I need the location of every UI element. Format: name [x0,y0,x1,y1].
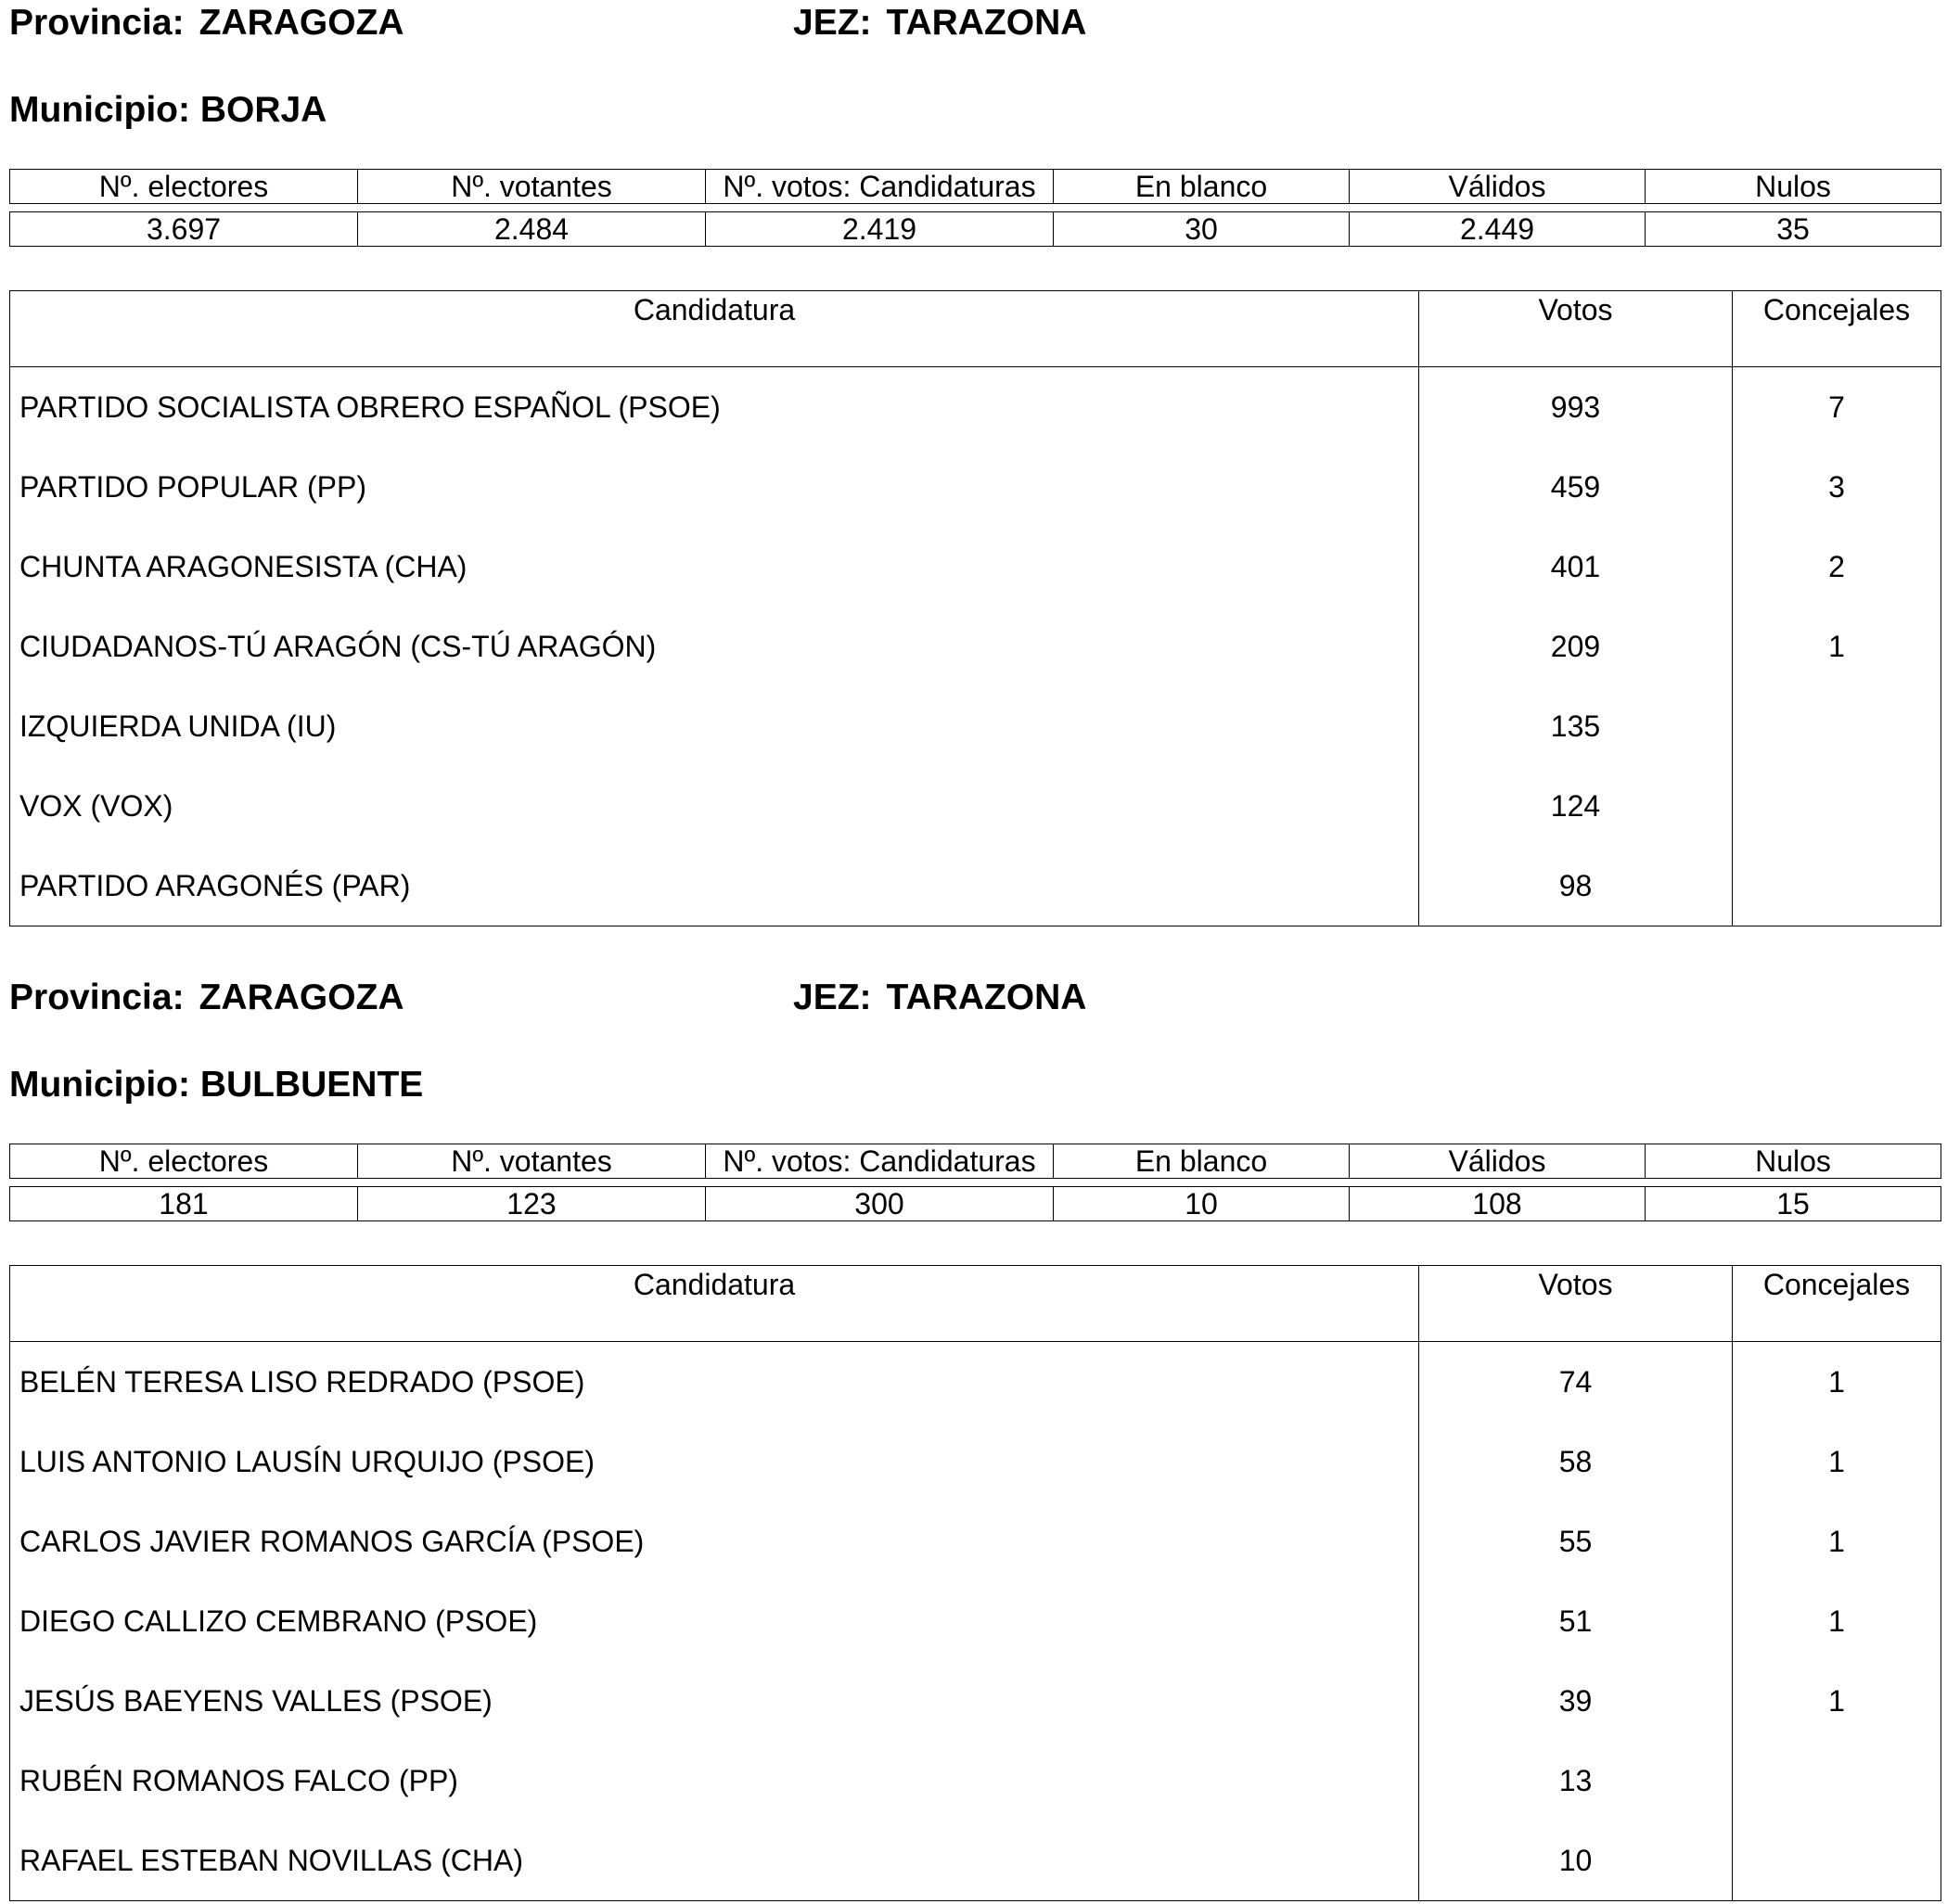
candidate-votos: 98 [1419,846,1733,926]
candidate-concejales: 3 [1733,447,1941,527]
municipio-heading: Municipio: BULBUENTE [9,1065,424,1105]
table-row [10,1501,1941,1581]
candidate-votos: 74 [1419,1342,1733,1423]
table-row [10,846,1941,926]
stats-value-cell: 108 [1350,1187,1646,1221]
stats-header-cell: En blanco [1054,1144,1350,1179]
candidate-votos: 51 [1419,1581,1733,1661]
stats-value-cell: 2.484 [358,212,706,247]
stats-header-cell: Válidos [1350,1144,1646,1179]
stats-header-cell: Nº. votantes [358,1144,706,1179]
stats-value-cell: 181 [10,1187,358,1221]
table-row [10,1422,1941,1501]
candidates-table [9,290,1941,926]
votos-header: Votos [1419,1266,1733,1342]
municipio-value: BORJA [199,90,327,130]
candidate-votos: 58 [1419,1422,1733,1501]
candidate-concejales: 1 [1733,1342,1941,1423]
candidatura-header: Candidatura [10,1266,1419,1342]
candidate-name: JESÚS BAEYENS VALLES (PSOE) [10,1661,1419,1741]
concejales-header: Concejales [1733,1266,1941,1342]
candidate-concejales [1733,846,1941,926]
provincia-heading: Provincia: ZARAGOZA [9,3,404,43]
candidate-concejales: 1 [1733,1501,1941,1581]
header-line [9,0,1308,46]
votos-header: Votos [1419,291,1733,367]
candidates-header-row [10,291,1941,367]
table-row [10,527,1941,607]
candidate-votos: 993 [1419,367,1733,448]
stats-value-cell: 35 [1646,212,1941,247]
candidate-concejales: 2 [1733,527,1941,607]
candidate-votos: 13 [1419,1741,1733,1821]
candidate-name: CIUDADANOS-TÚ ARAGÓN (CS-TÚ ARAGÓN) [10,607,1419,686]
stats-value-cell: 3.697 [10,212,358,247]
stats-table [9,1144,1941,1221]
provincia-value: ZARAGOZA [199,978,404,1017]
table-row [10,607,1941,686]
candidate-votos: 39 [1419,1661,1733,1741]
table-row [10,1661,1941,1741]
municipio-value: BULBUENTE [199,1065,424,1105]
stats-header-cell: Nulos [1646,1144,1941,1179]
provincia-heading: Provincia: ZARAGOZA [9,978,404,1017]
candidate-concejales [1733,766,1941,846]
jez-heading: JEZ: TARAZONA [793,3,1087,43]
stats-header-cell: Nº. votos: Candidaturas [706,170,1054,204]
table-row [10,1741,1941,1821]
stats-table [9,169,1941,247]
candidate-votos: 401 [1419,527,1733,607]
stats-header-cell: Nº. votos: Candidaturas [706,1144,1054,1179]
candidate-concejales [1733,1821,1941,1901]
candidate-votos: 135 [1419,686,1733,766]
candidate-votos: 55 [1419,1501,1733,1581]
stats-value-cell: 123 [358,1187,706,1221]
candidate-name: VOX (VOX) [10,766,1419,846]
stats-value-row [10,1187,1941,1221]
candidate-name: PARTIDO ARAGONÉS (PAR) [10,846,1419,926]
stats-value-cell: 10 [1054,1187,1350,1221]
stats-value-cell: 2.449 [1350,212,1646,247]
candidate-concejales: 7 [1733,367,1941,448]
jez-heading: JEZ: TARAZONA [793,978,1087,1017]
jez-value: TARAZONA [886,3,1087,43]
candidate-name: CARLOS JAVIER ROMANOS GARCÍA (PSOE) [10,1501,1419,1581]
candidate-name: RUBÉN ROMANOS FALCO (PP) [10,1741,1419,1821]
table-row [10,1821,1941,1901]
candidate-name: BELÉN TERESA LISO REDRADO (PSOE) [10,1342,1419,1423]
candidate-concejales: 1 [1733,1661,1941,1741]
candidate-name: PARTIDO POPULAR (PP) [10,447,1419,527]
table-row [10,447,1941,527]
candidate-votos: 10 [1419,1821,1733,1901]
stats-value-cell: 15 [1646,1187,1941,1221]
stats-value-cell: 300 [706,1187,1054,1221]
table-row [10,686,1941,766]
stats-header-cell: Válidos [1350,170,1646,204]
stats-value-row [10,212,1941,247]
candidate-concejales [1733,1741,1941,1821]
candidate-name: IZQUIERDA UNIDA (IU) [10,686,1419,766]
jez-value: TARAZONA [886,978,1087,1017]
candidate-concejales [1733,686,1941,766]
provincia-value: ZARAGOZA [199,3,404,43]
candidate-votos: 124 [1419,766,1733,846]
table-row [10,1342,1941,1423]
stats-header-row [10,170,1941,204]
candidate-name: RAFAEL ESTEBAN NOVILLAS (CHA) [10,1821,1419,1901]
stats-value-cell: 2.419 [706,212,1054,247]
stats-value-cell: 30 [1054,212,1350,247]
candidates-table [9,1265,1941,1901]
candidate-name: DIEGO CALLIZO CEMBRANO (PSOE) [10,1581,1419,1661]
stats-header-cell: Nulos [1646,170,1941,204]
stats-header-cell: Nº. electores [10,1144,358,1179]
stats-header-cell: Nº. votantes [358,170,706,204]
candidatura-header: Candidatura [10,291,1419,367]
table-row [10,766,1941,846]
candidate-name: LUIS ANTONIO LAUSÍN URQUIJO (PSOE) [10,1422,1419,1501]
candidate-name: PARTIDO SOCIALISTA OBRERO ESPAÑOL (PSOE) [10,367,1419,448]
candidate-concejales: 1 [1733,607,1941,686]
header-line [9,975,1308,1021]
candidates-header-row [10,1266,1941,1342]
candidate-concejales: 1 [1733,1422,1941,1501]
stats-header-row [10,1144,1941,1179]
concejales-header: Concejales [1733,291,1941,367]
table-row [10,367,1941,448]
table-row [10,1581,1941,1661]
candidate-votos: 459 [1419,447,1733,527]
stats-header-cell: Nº. electores [10,170,358,204]
candidate-name: CHUNTA ARAGONESISTA (CHA) [10,527,1419,607]
municipio-heading: Municipio: BORJA [9,90,327,130]
candidate-concejales: 1 [1733,1581,1941,1661]
candidate-votos: 209 [1419,607,1733,686]
stats-header-cell: En blanco [1054,170,1350,204]
